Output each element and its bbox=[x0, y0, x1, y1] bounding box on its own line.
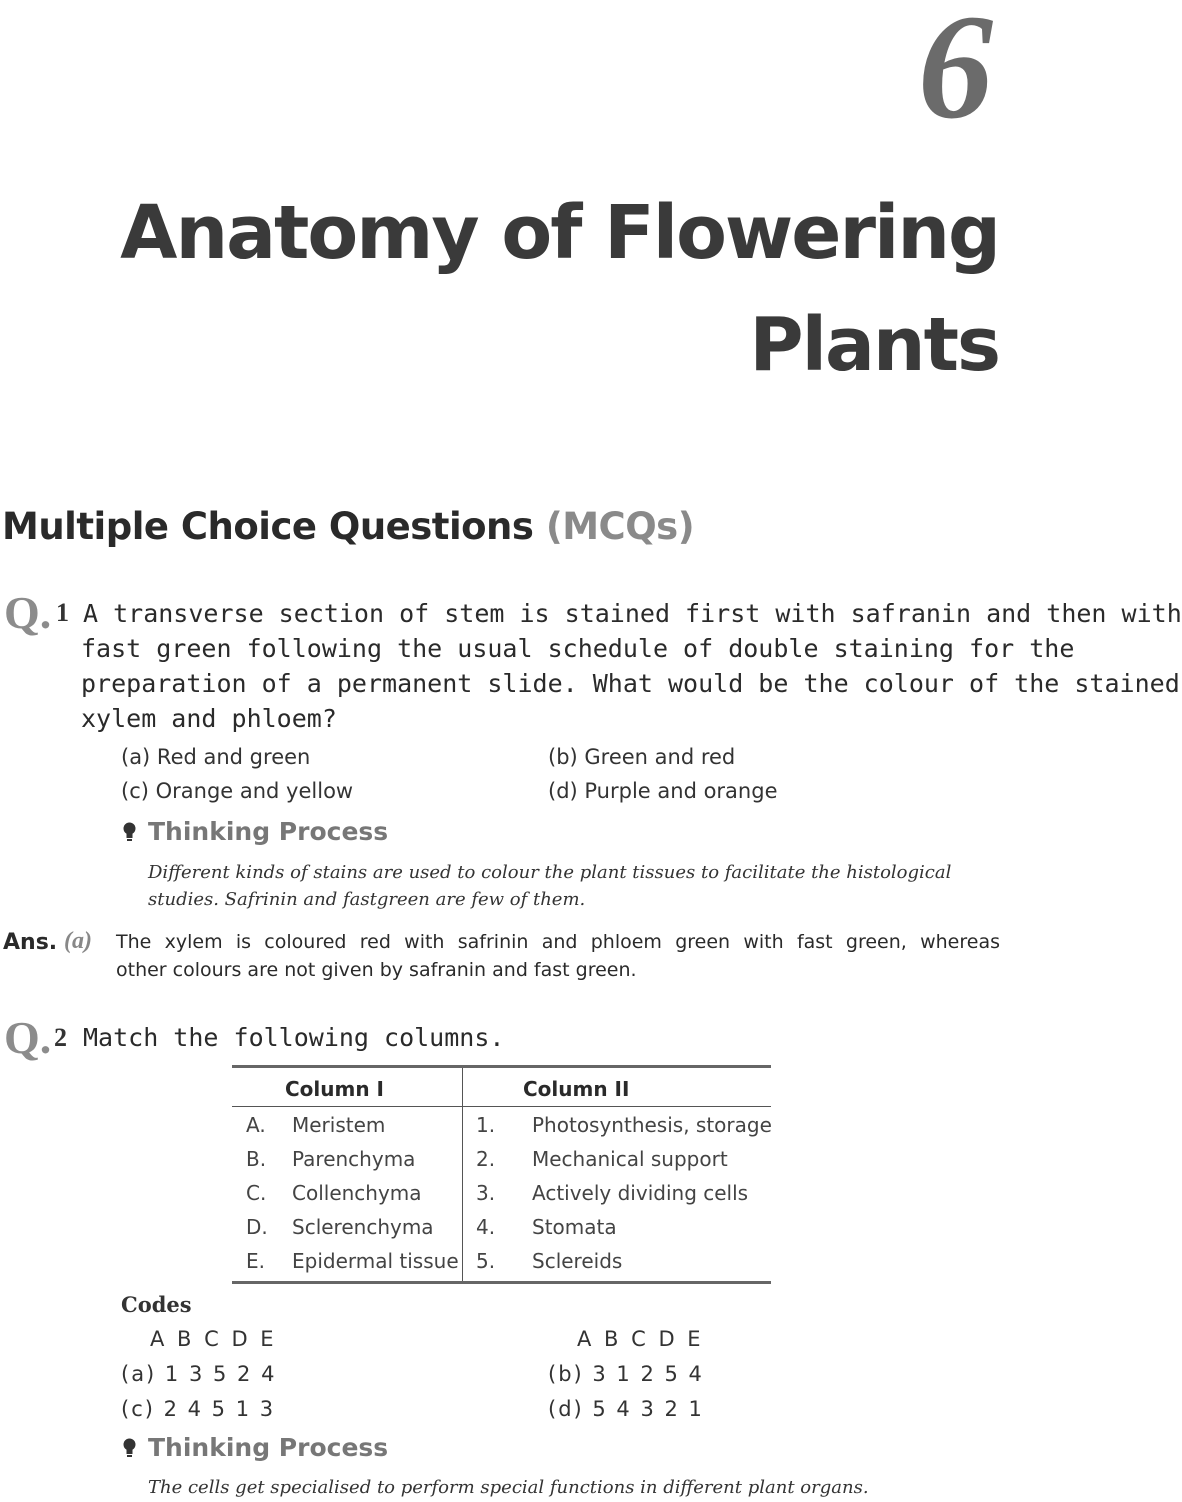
match-table bbox=[232, 1065, 771, 1284]
row-item: Collenchyma bbox=[292, 1181, 422, 1205]
row-letter: B. bbox=[246, 1147, 267, 1171]
codes-option-b: (b) 3 1 2 5 4 bbox=[548, 1362, 704, 1386]
question-1-option-d: (d) Purple and orange bbox=[548, 779, 778, 803]
question-1-thinking-heading: Thinking Process bbox=[148, 817, 389, 846]
row-letter: D. bbox=[246, 1215, 268, 1239]
row-number: 1. bbox=[476, 1113, 496, 1137]
question-1-option-b: (b) Green and red bbox=[548, 745, 736, 769]
row-number: 2. bbox=[476, 1147, 496, 1171]
row-number: 5. bbox=[476, 1249, 496, 1273]
table-header-divider bbox=[232, 1106, 771, 1107]
answer-label: Ans. bbox=[3, 930, 58, 955]
question-2-text: Match the following columns. bbox=[83, 1023, 505, 1052]
question-1-line-3: preparation of a permanent slide. What would be the colour of the stained bbox=[81, 669, 1180, 698]
row-item: Parenchyma bbox=[292, 1147, 416, 1171]
lightbulb-icon bbox=[123, 822, 136, 849]
chapter-number: 6 bbox=[918, 0, 993, 150]
lightbulb-icon bbox=[123, 1438, 136, 1465]
question-2-number: 2 bbox=[54, 1023, 67, 1052]
question-1-line-2: fast green following the usual schedule of double staining for the bbox=[81, 634, 1075, 663]
question-1-marker: Q. bbox=[4, 587, 52, 638]
answer-line-1: The xylem is coloured red with safrinin and phloem green with fast green, whereas bbox=[116, 931, 1000, 953]
row-match: Sclereids bbox=[532, 1249, 623, 1273]
question-1-line-4: xylem and phloem? bbox=[81, 704, 337, 733]
question-1-line-1: A transverse section of stem is stained first with safranin and then with bbox=[83, 599, 1182, 628]
row-match: Actively dividing cells bbox=[532, 1181, 749, 1205]
row-letter: A. bbox=[246, 1113, 266, 1137]
codes-header-right: A B C D E bbox=[577, 1327, 704, 1351]
question-1-thinking-line-1: Different kinds of stains are used to colour the plant tissues to facilitate the histological bbox=[148, 862, 952, 883]
row-item: Epidermal tissue bbox=[292, 1249, 459, 1273]
row-match: Mechanical support bbox=[532, 1147, 728, 1171]
row-letter: C. bbox=[246, 1181, 267, 1205]
answer-text bbox=[116, 928, 1000, 984]
question-2-marker: Q. bbox=[4, 1012, 52, 1063]
column-1-header: Column I bbox=[285, 1077, 384, 1101]
codes-option-a: (a) 1 3 5 2 4 bbox=[121, 1362, 277, 1386]
question-1-thinking-line-2: studies. Safrinin and fastgreen are few of them. bbox=[148, 889, 586, 910]
row-number: 4. bbox=[476, 1215, 496, 1239]
row-number: 3. bbox=[476, 1181, 496, 1205]
section-heading-main: Multiple Choice Questions bbox=[2, 505, 534, 548]
row-match: Stomata bbox=[532, 1215, 617, 1239]
question-2-thinking-text: The cells get specialised to perform special functions in different plant organs. bbox=[148, 1477, 869, 1498]
codes-option-d: (d) 5 4 3 2 1 bbox=[548, 1397, 704, 1421]
codes-option-c: (c) 2 4 5 1 3 bbox=[121, 1397, 276, 1421]
question-2-thinking-heading: Thinking Process bbox=[148, 1433, 389, 1462]
question-1-option-a: (a) Red and green bbox=[121, 745, 311, 769]
row-letter: E. bbox=[246, 1249, 265, 1273]
answer-line-2: other colours are not given by safranin and fast green. bbox=[116, 959, 637, 981]
question-1-number: 1 bbox=[56, 598, 69, 627]
question-1-text bbox=[81, 596, 1182, 736]
chapter-title-line-1: Anatomy of Flowering bbox=[120, 190, 999, 276]
row-item: Meristem bbox=[292, 1113, 386, 1137]
column-2-header: Column II bbox=[523, 1077, 630, 1101]
question-1-thinking-text bbox=[148, 859, 968, 913]
row-match: Photosynthesis, storage bbox=[532, 1113, 772, 1137]
table-column-divider bbox=[462, 1068, 463, 1281]
question-1-option-c: (c) Orange and yellow bbox=[121, 779, 354, 803]
row-item: Sclerenchyma bbox=[292, 1215, 434, 1239]
codes-heading: Codes bbox=[121, 1292, 192, 1317]
codes-header-left: A B C D E bbox=[150, 1327, 277, 1351]
section-heading-abbr: (MCQs) bbox=[545, 505, 695, 548]
section-heading bbox=[2, 505, 695, 548]
chapter-title-line-2: Plants bbox=[749, 302, 999, 388]
answer-option: (a) bbox=[64, 928, 92, 954]
